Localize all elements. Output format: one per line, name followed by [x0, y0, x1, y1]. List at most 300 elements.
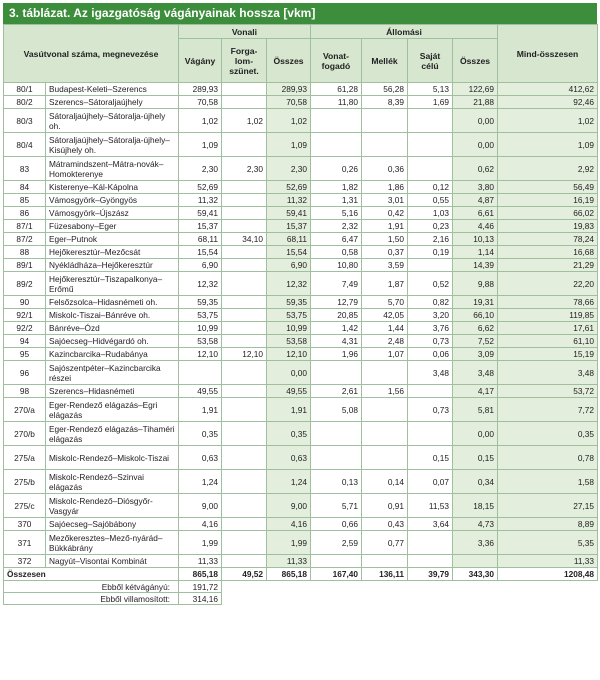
subtotal-label: Ebből villamosított:	[4, 593, 179, 605]
line-number-cell: 275/c	[4, 494, 46, 518]
col-header-vonali-osszes: Összes	[267, 39, 311, 83]
value-cell: 1,99	[267, 531, 311, 555]
line-number-cell: 87/1	[4, 220, 46, 233]
line-number-cell: 88	[4, 246, 46, 259]
value-cell: 49,55	[267, 385, 311, 398]
col-header-vagany: Vágány	[179, 39, 222, 83]
value-cell	[222, 309, 267, 322]
line-name-cell: Vámosgyörk–Újszász	[46, 207, 179, 220]
value-cell: 0,77	[362, 531, 408, 555]
value-cell: 10,99	[267, 322, 311, 335]
value-cell: 4,16	[179, 518, 222, 531]
value-cell: 3,48	[453, 361, 498, 385]
line-name-cell: Bánréve–Ózd	[46, 322, 179, 335]
line-name-cell: Szerencs–Hidasnémeti	[46, 385, 179, 398]
value-cell	[362, 555, 408, 568]
value-cell: 92,46	[498, 96, 598, 109]
value-cell	[222, 133, 267, 157]
value-cell: 0,35	[498, 422, 598, 446]
value-cell	[222, 322, 267, 335]
table-row	[4, 398, 598, 422]
line-name-cell: Kazincbarcika–Rudabánya	[46, 348, 179, 361]
line-name-cell: Hejőkeresztúr–Mezőcsát	[46, 246, 179, 259]
line-number-cell: 275/a	[4, 446, 46, 470]
line-name-cell: Sajóecseg–Hidvégardó oh.	[46, 335, 179, 348]
value-cell: 0,37	[362, 246, 408, 259]
value-cell	[222, 531, 267, 555]
value-cell: 289,93	[179, 83, 222, 96]
value-cell: 1,09	[498, 133, 598, 157]
value-cell: 0,78	[498, 446, 598, 470]
line-name-cell: Felsőzsolca–Hidasnémeti oh.	[46, 296, 179, 309]
value-cell: 52,69	[267, 181, 311, 194]
table-row	[4, 446, 598, 470]
value-cell: 78,66	[498, 296, 598, 309]
value-cell: 1,31	[311, 194, 362, 207]
value-cell: 1,99	[179, 531, 222, 555]
value-cell: 1,58	[498, 470, 598, 494]
line-name-cell: Eger-Rendező elágazás–Egri elágazás	[46, 398, 179, 422]
value-cell: 4,87	[453, 194, 498, 207]
value-cell	[362, 133, 408, 157]
value-cell: 53,75	[179, 309, 222, 322]
value-cell: 5,13	[408, 83, 453, 96]
table-row	[4, 335, 598, 348]
value-cell: 53,58	[179, 335, 222, 348]
value-cell: 2,16	[408, 233, 453, 246]
table-row	[4, 494, 598, 518]
value-cell: 3,64	[408, 518, 453, 531]
value-cell: 0,00	[453, 422, 498, 446]
table-row	[4, 361, 598, 385]
table-row	[4, 272, 598, 296]
value-cell: 1,86	[362, 181, 408, 194]
value-cell: 0,73	[408, 398, 453, 422]
line-name-cell: Eger-Rendező elágazás–Tihaméri elágazás	[46, 422, 179, 446]
value-cell: 5,71	[311, 494, 362, 518]
table-row	[4, 194, 598, 207]
value-cell: 9,88	[453, 272, 498, 296]
value-cell: 61,28	[311, 83, 362, 96]
value-cell: 78,24	[498, 233, 598, 246]
value-cell: 66,02	[498, 207, 598, 220]
value-cell: 0,35	[179, 422, 222, 446]
value-cell: 1,09	[179, 133, 222, 157]
value-cell: 2,48	[362, 335, 408, 348]
value-cell	[222, 181, 267, 194]
value-cell: 1,91	[362, 220, 408, 233]
subtotal-label: Ebből kétvágányú:	[4, 581, 179, 593]
line-number-cell: 86	[4, 207, 46, 220]
value-cell: 16,19	[498, 194, 598, 207]
table-row	[4, 246, 598, 259]
line-number-cell: 87/2	[4, 233, 46, 246]
value-cell: 15,37	[267, 220, 311, 233]
table-row	[4, 296, 598, 309]
line-name-cell: Vámosgyörk–Gyöngyös	[46, 194, 179, 207]
value-cell: 5,70	[362, 296, 408, 309]
table-row	[4, 207, 598, 220]
value-cell: 34,10	[222, 233, 267, 246]
col-group-allomasi: Állomási	[311, 25, 498, 39]
col-group-vonali: Vonali	[179, 25, 311, 39]
value-cell: 53,75	[267, 309, 311, 322]
value-cell: 0,43	[362, 518, 408, 531]
value-cell	[362, 422, 408, 446]
total-value-cell: 865,18	[179, 568, 222, 581]
line-number-cell: 80/1	[4, 83, 46, 96]
value-cell: 0,66	[311, 518, 362, 531]
value-cell: 0,42	[362, 207, 408, 220]
value-cell: 59,41	[179, 207, 222, 220]
value-cell	[222, 207, 267, 220]
table-row	[4, 220, 598, 233]
value-cell: 42,05	[362, 309, 408, 322]
value-cell: 4,73	[453, 518, 498, 531]
value-cell: 0,82	[408, 296, 453, 309]
value-cell: 0,62	[453, 157, 498, 181]
value-cell: 19,31	[453, 296, 498, 309]
value-cell: 11,33	[179, 555, 222, 568]
line-number-cell: 370	[4, 518, 46, 531]
value-cell: 0,34	[453, 470, 498, 494]
value-cell: 1,87	[362, 272, 408, 296]
total-value-cell: 1208,48	[498, 568, 598, 581]
value-cell: 11,32	[267, 194, 311, 207]
value-cell	[311, 109, 362, 133]
value-cell: 18,15	[453, 494, 498, 518]
value-cell: 8,39	[362, 96, 408, 109]
value-cell: 3,48	[498, 361, 598, 385]
line-name-cell: Sajószentpéter–Kazincbarcika részei	[46, 361, 179, 385]
value-cell: 3,01	[362, 194, 408, 207]
value-cell: 3,20	[408, 309, 453, 322]
line-name-cell: Szerencs–Sátoraljaújhely	[46, 96, 179, 109]
value-cell: 4,31	[311, 335, 362, 348]
table-row	[4, 385, 598, 398]
line-name-cell: Sajóecseg–Sajóbábony	[46, 518, 179, 531]
line-number-cell: 83	[4, 157, 46, 181]
value-cell: 1,24	[267, 470, 311, 494]
value-cell: 11,32	[179, 194, 222, 207]
value-cell: 27,15	[498, 494, 598, 518]
table-panel	[3, 3, 597, 605]
value-cell	[362, 446, 408, 470]
value-cell: 0,13	[311, 470, 362, 494]
line-name-cell: Nagyút–Visontai Kombinát	[46, 555, 179, 568]
value-cell: 119,85	[498, 309, 598, 322]
value-cell: 412,62	[498, 83, 598, 96]
value-cell: 10,99	[179, 322, 222, 335]
track-length-table	[3, 24, 598, 605]
value-cell	[179, 361, 222, 385]
value-cell: 11,53	[408, 494, 453, 518]
value-cell: 1,02	[222, 109, 267, 133]
value-cell: 1,82	[311, 181, 362, 194]
line-number-cell: 95	[4, 348, 46, 361]
line-number-cell: 92/2	[4, 322, 46, 335]
value-cell	[222, 220, 267, 233]
col-header-vonatfogado: Vonat-fogadó	[311, 39, 362, 83]
subtotal-row	[4, 581, 598, 593]
value-cell: 11,33	[498, 555, 598, 568]
value-cell: 1,69	[408, 96, 453, 109]
value-cell	[222, 422, 267, 446]
value-cell: 0,63	[179, 446, 222, 470]
line-name-cell: Hejőkeresztúr–Tiszapalkonya–Erőmű	[46, 272, 179, 296]
line-number-cell: 270/b	[4, 422, 46, 446]
value-cell: 1,02	[267, 109, 311, 133]
value-cell: 52,69	[179, 181, 222, 194]
total-value-cell: 167,40	[311, 568, 362, 581]
value-cell: 4,16	[267, 518, 311, 531]
value-cell: 0,73	[408, 335, 453, 348]
value-cell: 70,58	[267, 96, 311, 109]
value-cell	[222, 361, 267, 385]
value-cell: 5,16	[311, 207, 362, 220]
value-cell	[408, 259, 453, 272]
table-row	[4, 531, 598, 555]
value-cell	[362, 398, 408, 422]
value-cell: 0,91	[362, 494, 408, 518]
value-cell: 68,11	[267, 233, 311, 246]
line-number-cell: 85	[4, 194, 46, 207]
line-number-cell: 98	[4, 385, 46, 398]
value-cell	[453, 555, 498, 568]
value-cell: 1,50	[362, 233, 408, 246]
value-cell: 12,10	[267, 348, 311, 361]
value-cell: 1,09	[267, 133, 311, 157]
value-cell: 3,36	[453, 531, 498, 555]
value-cell: 3,76	[408, 322, 453, 335]
total-value-cell: 49,52	[222, 568, 267, 581]
table-row	[4, 309, 598, 322]
value-cell: 11,80	[311, 96, 362, 109]
value-cell: 59,41	[267, 207, 311, 220]
line-name-cell: Sátoraljaújhely–Sátoralja-újhely–Kisújhely oh.	[46, 133, 179, 157]
line-name-cell: Kisterenye–Kál-Kápolna	[46, 181, 179, 194]
value-cell	[222, 385, 267, 398]
empty-cell	[222, 593, 598, 605]
table-row	[4, 470, 598, 494]
value-cell: 1,24	[179, 470, 222, 494]
value-cell: 1,44	[362, 322, 408, 335]
value-cell: 22,20	[498, 272, 598, 296]
value-cell	[222, 194, 267, 207]
value-cell: 15,19	[498, 348, 598, 361]
line-name-cell: Miskolc-Rendező–Miskolc-Tiszai	[46, 446, 179, 470]
value-cell: 0,12	[408, 181, 453, 194]
col-header-mellek: Mellék	[362, 39, 408, 83]
line-number-cell: 96	[4, 361, 46, 385]
value-cell: 15,37	[179, 220, 222, 233]
value-cell	[362, 109, 408, 133]
col-header-sajat-celu: Saját célú	[408, 39, 453, 83]
value-cell: 12,32	[179, 272, 222, 296]
value-cell: 1,07	[362, 348, 408, 361]
line-name-cell: Mátramindszent–Mátra-novák–Homokterenye	[46, 157, 179, 181]
line-number-cell: 90	[4, 296, 46, 309]
line-number-cell: 84	[4, 181, 46, 194]
value-cell: 2,30	[222, 157, 267, 181]
value-cell: 0,55	[408, 194, 453, 207]
value-cell: 122,69	[453, 83, 498, 96]
value-cell: 0,15	[453, 446, 498, 470]
value-cell	[311, 422, 362, 446]
value-cell: 9,00	[179, 494, 222, 518]
value-cell: 7,72	[498, 398, 598, 422]
value-cell: 49,55	[179, 385, 222, 398]
line-name-cell: Eger–Putnok	[46, 233, 179, 246]
table-body	[4, 83, 598, 605]
subtotal-value: 191,72	[179, 581, 222, 593]
value-cell: 53,72	[498, 385, 598, 398]
value-cell	[222, 96, 267, 109]
value-cell: 56,28	[362, 83, 408, 96]
value-cell: 11,33	[267, 555, 311, 568]
line-number-cell: 89/1	[4, 259, 46, 272]
total-value-cell: 136,11	[362, 568, 408, 581]
value-cell	[222, 335, 267, 348]
value-cell: 6,62	[453, 322, 498, 335]
line-number-cell: 80/2	[4, 96, 46, 109]
value-cell	[311, 361, 362, 385]
value-cell: 5,81	[453, 398, 498, 422]
value-cell: 0,00	[267, 361, 311, 385]
value-cell: 3,80	[453, 181, 498, 194]
value-cell	[311, 555, 362, 568]
value-cell: 21,88	[453, 96, 498, 109]
value-cell: 6,61	[453, 207, 498, 220]
line-number-cell: 372	[4, 555, 46, 568]
table-row	[4, 555, 598, 568]
table-row	[4, 157, 598, 181]
line-number-cell: 80/3	[4, 109, 46, 133]
value-cell: 1,42	[311, 322, 362, 335]
value-cell: 5,35	[498, 531, 598, 555]
value-cell: 5,08	[311, 398, 362, 422]
line-name-cell: Sátoraljaújhely–Sátoralja-újhely oh.	[46, 109, 179, 133]
table-title: 3. táblázat. Az igazgatóság vágányainak hossza [vkm]	[3, 3, 597, 24]
value-cell: 9,00	[267, 494, 311, 518]
line-name-cell: Budapest-Keleti–Szerencs	[46, 83, 179, 96]
value-cell: 0,19	[408, 246, 453, 259]
subtotal-value: 314,16	[179, 593, 222, 605]
value-cell: 3,59	[362, 259, 408, 272]
table-row	[4, 133, 598, 157]
table-row	[4, 181, 598, 194]
value-cell: 12,10	[179, 348, 222, 361]
table-row	[4, 109, 598, 133]
total-value-cell: 343,30	[453, 568, 498, 581]
value-cell: 1,14	[453, 246, 498, 259]
value-cell	[408, 422, 453, 446]
table-row	[4, 83, 598, 96]
value-cell: 12,32	[267, 272, 311, 296]
value-cell: 8,89	[498, 518, 598, 531]
value-cell: 0,06	[408, 348, 453, 361]
value-cell	[222, 246, 267, 259]
value-cell: 61,10	[498, 335, 598, 348]
line-number-cell: 94	[4, 335, 46, 348]
value-cell: 1,96	[311, 348, 362, 361]
table-row	[4, 422, 598, 446]
total-row	[4, 568, 598, 581]
value-cell: 53,58	[267, 335, 311, 348]
value-cell	[222, 470, 267, 494]
value-cell: 1,91	[267, 398, 311, 422]
value-cell: 0,00	[453, 109, 498, 133]
table-row	[4, 348, 598, 361]
value-cell: 15,54	[267, 246, 311, 259]
line-number-cell: 92/1	[4, 309, 46, 322]
value-cell	[311, 446, 362, 470]
value-cell	[222, 555, 267, 568]
value-cell: 0,15	[408, 446, 453, 470]
value-cell: 1,91	[179, 398, 222, 422]
value-cell: 2,30	[179, 157, 222, 181]
value-cell: 10,13	[453, 233, 498, 246]
table-row	[4, 233, 598, 246]
value-cell: 12,79	[311, 296, 362, 309]
value-cell: 0,36	[362, 157, 408, 181]
col-header-mind: Mind-összesen	[498, 25, 598, 83]
value-cell: 70,58	[179, 96, 222, 109]
value-cell	[222, 296, 267, 309]
value-cell	[408, 157, 453, 181]
table-row	[4, 322, 598, 335]
value-cell: 14,39	[453, 259, 498, 272]
table-row	[4, 259, 598, 272]
value-cell	[222, 518, 267, 531]
value-cell: 2,59	[311, 531, 362, 555]
empty-cell	[222, 581, 598, 593]
value-cell: 0,00	[453, 133, 498, 157]
value-cell: 2,92	[498, 157, 598, 181]
value-cell: 66,10	[453, 309, 498, 322]
value-cell: 4,46	[453, 220, 498, 233]
value-cell	[408, 531, 453, 555]
col-header-line: Vasútvonal száma, megnevezése	[4, 25, 179, 83]
value-cell	[222, 83, 267, 96]
value-cell: 0,52	[408, 272, 453, 296]
line-number-cell: 80/4	[4, 133, 46, 157]
value-cell: 0,58	[311, 246, 362, 259]
line-name-cell: Nyékládháza–Hejőkeresztúr	[46, 259, 179, 272]
line-number-cell: 371	[4, 531, 46, 555]
value-cell: 7,49	[311, 272, 362, 296]
value-cell: 56,49	[498, 181, 598, 194]
total-value-cell: 39,79	[408, 568, 453, 581]
value-cell: 2,30	[267, 157, 311, 181]
table-row	[4, 96, 598, 109]
value-cell: 2,61	[311, 385, 362, 398]
col-header-allomasi-osszes: Összes	[453, 39, 498, 83]
value-cell: 10,80	[311, 259, 362, 272]
value-cell: 1,02	[179, 109, 222, 133]
value-cell	[222, 398, 267, 422]
value-cell: 59,35	[267, 296, 311, 309]
value-cell: 59,35	[179, 296, 222, 309]
value-cell: 21,29	[498, 259, 598, 272]
value-cell	[408, 555, 453, 568]
value-cell: 3,09	[453, 348, 498, 361]
value-cell	[362, 361, 408, 385]
value-cell: 6,90	[179, 259, 222, 272]
value-cell: 12,10	[222, 348, 267, 361]
table-row	[4, 518, 598, 531]
value-cell: 0,35	[267, 422, 311, 446]
